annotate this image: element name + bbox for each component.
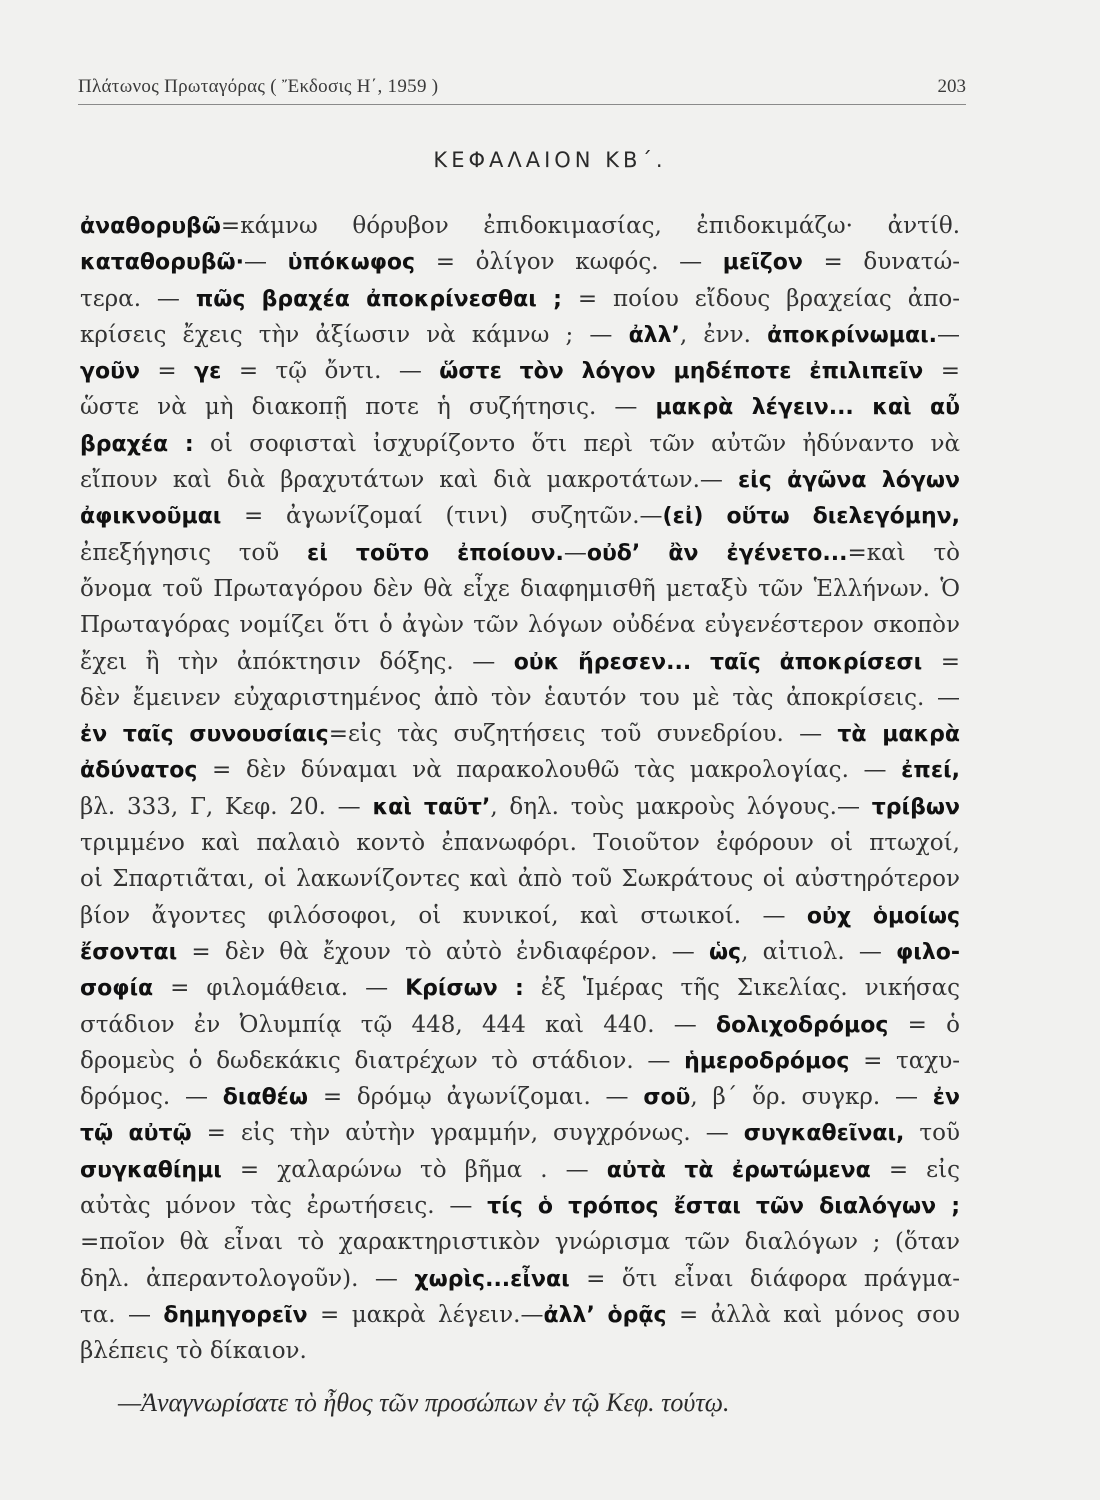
gloss-text: , δηλ. τοὺς μακροὺς λόγους.— (490, 793, 872, 820)
gloss-text: = ταχυ- (849, 1047, 960, 1074)
lemma-term: μεῖζον (722, 250, 803, 276)
lemma-term: ἐπεί, (901, 758, 960, 784)
gloss-text: = δὲν θὰ ἔχουν τὸ αὐτὸ ἐνδιαφέρον. — (177, 938, 709, 965)
lemma-term: συγκαθίημι (80, 1157, 222, 1183)
gloss-text: = χαλαρώνω τὸ βῆμα . — (221, 1156, 607, 1183)
lemma-term: ἀλλ’ ὁρᾷς (543, 1302, 667, 1328)
text-line (80, 281, 960, 317)
text-line (80, 898, 960, 934)
gloss-text: ἐξ Ἱμέρας τῆς Σικελίας. νικήσας (523, 975, 960, 1002)
gloss-text: οἱ σοφισταὶ ἰσχυρίζοντο ὅτι περὶ τῶν αὐτῶν ἠδύναντο νὰ (193, 430, 961, 457)
gloss-text: δρομεὺς ὁ δωδεκάκις διατρέχων τὸ στάδιον. — (80, 1047, 685, 1074)
text-line (80, 607, 960, 643)
gloss-text: τριμμένο καὶ παλαιὸ κοντὸ ἐπανωφόρι. Τοιοῦτον ἐφόρουν οἱ πτωχοί, (80, 830, 960, 857)
text-line (80, 1333, 960, 1369)
gloss-text: , αἰτιολ. — (741, 938, 897, 965)
lemma-term: καὶ ταῦτ’ (372, 794, 491, 820)
gloss-text: στάδιον ἐν Ὀλυμπίᾳ τῷ 448, 444 καὶ 440. — (80, 1011, 717, 1038)
text-line (80, 389, 960, 425)
text-line (80, 1297, 960, 1333)
gloss-text: ἔχει ἢ τὴν ἀπόκτησιν δόξης. — (80, 648, 514, 675)
lemma-term: δημηγορεῖν (163, 1302, 308, 1328)
lemma-term: τρίβων (871, 794, 960, 820)
gloss-text: βλ. 333, Γ, Κεφ. 20. — (80, 793, 373, 820)
gloss-text: =εἰς τὰς συζητήσεις τοῦ συνεδρίου. — (328, 721, 838, 748)
text-line (80, 208, 960, 244)
text-line (80, 861, 960, 897)
gloss-text: ὥστε νὰ μὴ διακοπῇ ποτε ἡ συζήτησις. — (80, 394, 656, 421)
gloss-text: = ἀγωνίζομαί (τινι) συζητῶν.— (221, 503, 663, 530)
lemma-term: ἀλλ’ (628, 322, 680, 348)
text-line (80, 1152, 960, 1188)
gloss-text: — (937, 321, 960, 348)
lemma-term: ἀναθορυβῶ (80, 214, 221, 239)
gloss-text: τοῦ (904, 1120, 960, 1147)
text-line (80, 426, 960, 462)
chapter-title: ΚΕΦΑΛΑΙΟΝ ΚΒ΄. (433, 148, 667, 172)
gloss-text: = δὲν δύναμαι νὰ παρακολουθῶ τὰς μακρολογίας. — (197, 757, 902, 784)
text-line (80, 498, 960, 534)
lemma-term: ὡς (708, 939, 742, 965)
lemma-term: ἀποκρίνωμαι. (767, 322, 937, 348)
gloss-text: = (922, 648, 961, 675)
lemma-term: ὥστε τὸν λόγον μηδέποτε ἐπιλιπεῖν (439, 359, 924, 385)
text-line (80, 1043, 960, 1079)
gloss-text: = μακρὰ λέγειν.— (307, 1301, 544, 1328)
gloss-text: = (923, 358, 960, 385)
lemma-term: οὐδ’ ἂν ἐγένετο... (586, 540, 848, 566)
lemma-term: σοφία (80, 976, 154, 1002)
text-line (80, 1188, 960, 1224)
lemma-term: εἰ τοῦτο ἐποίουν. (307, 540, 564, 566)
lemma-term: οὐκ ἤρεσεν... ταῖς ἀποκρίσεσι (513, 649, 923, 675)
gloss-text: δὲν ἔμεινεν εὐχαριστημένος ἀπὸ τὸν ἑαυτόν του μὲ τὰς ἀποκρίσεις. — (80, 684, 960, 711)
gloss-text: ἐπεξήγησις τοῦ (80, 539, 307, 566)
lemma-term: ἔσονται (80, 939, 178, 965)
text-line (80, 789, 960, 825)
gloss-text: τα. — (80, 1301, 164, 1328)
lemma-term: τῷ αὐτῷ (80, 1121, 192, 1147)
gloss-text: βλέπεις τὸ δίκαιον. (80, 1338, 307, 1365)
glossary-body (80, 208, 960, 1370)
gloss-text: τερα. — (80, 285, 196, 312)
lemma-term: ὑπόκωφος (287, 250, 416, 276)
gloss-text: δηλ. ἀπεραντολογοῦν). — (80, 1265, 415, 1292)
gloss-text: αὐτὰς μόνον τὰς ἐρωτήσεις. — (80, 1193, 488, 1220)
gloss-text: = (139, 358, 195, 385)
text-line (80, 970, 960, 1006)
text-line (80, 825, 960, 861)
gloss-text: ὄνομα τοῦ Πρωταγόρου δὲν θὰ εἶχε διαφημισθῆ μεταξὺ τῶν Ἑλλήνων. Ὁ (80, 575, 960, 602)
gloss-text: = φιλομάθεια. — (153, 975, 406, 1002)
running-title: Πλάτωνος Πρωταγόρας ( Ἔκδοσις Η΄, 1959 ) (78, 76, 439, 97)
gloss-text: =ποῖον θὰ εἶναι τὸ χαρακτηριστικὸν γνώρισμα τῶν διαλόγων ; (ὅταν (80, 1229, 960, 1256)
lemma-term: ἀφικνοῦμαι (80, 504, 222, 530)
lemma-term: οὐχ ὁμοίως (806, 903, 960, 929)
gloss-text: = εἰς τὴν αὐτὴν γραμμήν, συγχρόνως. — (191, 1120, 744, 1147)
lemma-term: καταθορυβῶ· (80, 250, 244, 276)
gloss-text: — (563, 539, 587, 566)
text-line (80, 934, 960, 970)
lemma-term: χωρὶς...εἶναι (414, 1266, 570, 1292)
lemma-term: πῶς βραχέα ἀποκρίνεσθαι ; (195, 286, 562, 312)
lemma-term: ἡμεροδρόμος (684, 1048, 850, 1074)
gloss-text: = ἀλλὰ καὶ μόνος σου (666, 1301, 960, 1328)
lemma-term: εἰς ἀγῶνα λόγων (737, 468, 960, 494)
lemma-term: βραχέα : (80, 431, 194, 457)
gloss-text: — (243, 249, 288, 276)
gloss-text: = ποίου εἴδους βραχείας ἀπο- (561, 285, 960, 312)
lemma-term: γοῦν (80, 359, 140, 385)
gloss-text: εἴπουν καὶ διὰ βραχυτάτων καὶ διὰ μακροτάτων.— (80, 467, 738, 494)
lemma-term: τὰ μακρὰ (837, 722, 960, 748)
gloss-text: = δρόμῳ ἀγωνίζομαι. — (308, 1084, 644, 1111)
lemma-term: Κρίσων : (405, 976, 524, 1002)
gloss-text: = ὅτι εἶναι διάφορα πράγμα- (569, 1265, 961, 1292)
text-line (80, 1007, 960, 1043)
gloss-text: οἱ Σπαρτιᾶται, οἱ λακωνίζοντες καὶ ἀπὸ τοῦ Σωκράτους οἱ αὐστηρότερον (80, 866, 960, 893)
lemma-term: τίς ὁ τρόπος ἔσται τῶν διαλόγων ; (487, 1194, 960, 1220)
gloss-text: κρίσεις ἔχεις τὴν ἀξίωσιν νὰ κάμνω ; — (80, 321, 629, 348)
gloss-text: = ὀλίγον κωφός. — (415, 249, 723, 276)
text-line (80, 1224, 960, 1260)
lemma-term: σοῦ (643, 1085, 691, 1111)
page-number: 203 (937, 76, 966, 97)
gloss-text: = τῷ ὄντι. — (221, 358, 440, 385)
text-line (80, 571, 960, 607)
text-line (80, 716, 960, 752)
lemma-term: αὐτὰ τὰ ἐρωτώμενα (606, 1157, 871, 1183)
lemma-term: ἀδύνατος (80, 758, 198, 784)
gloss-text: βίον ἄγοντες φιλόσοφοι, οἱ κυνικοί, καὶ στωικοί. — (80, 902, 807, 929)
text-line (80, 680, 960, 716)
lemma-term: συγκαθεῖναι, (743, 1121, 905, 1147)
lemma-term: (εἰ) οὕτω διελεγόμην, (662, 504, 960, 530)
gloss-text: =καὶ τὸ (847, 539, 961, 566)
text-line (80, 353, 960, 389)
gloss-text: Πρωταγόρας νομίζει ὅτι ὁ ἀγὼν τῶν λόγων οὐδένα εὐγενέστερον σκοπὸν (80, 612, 960, 639)
gloss-text: δρόμος. — (80, 1084, 223, 1111)
text-line (80, 752, 960, 788)
footer-note: —Ἀναγνωρίσατε τὸ ἦθος τῶν προσώπων ἐν τῷ Κεφ. τούτῳ. (118, 1388, 730, 1417)
running-header (78, 70, 966, 105)
text-line (80, 1115, 960, 1151)
lemma-term: δολιχοδρόμος (716, 1012, 889, 1038)
gloss-text: = δυνατώ- (802, 249, 960, 276)
lemma-term: διαθέω (222, 1085, 309, 1111)
text-line (80, 462, 960, 498)
text-line (80, 1079, 960, 1115)
lemma-term: ἐν ταῖς συνουσίαις (80, 722, 329, 748)
gloss-text: = ὁ (888, 1011, 960, 1038)
lemma-term: μακρὰ λέγειν... καὶ αὖ (655, 395, 960, 421)
text-line (80, 535, 960, 571)
text-line (80, 317, 960, 353)
gloss-text: , β΄ ὅρ. συγκρ. — (690, 1084, 933, 1111)
text-line (80, 244, 960, 280)
gloss-text: , ἐνν. (679, 321, 768, 348)
lemma-term: γε (194, 359, 222, 385)
lemma-term: ἐν (932, 1085, 960, 1111)
gloss-text: = εἰς (870, 1156, 960, 1183)
gloss-text: =κάμνω θόρυβον ἐπιδοκιμασίας, ἐπιδοκιμάζω· ἀντίθ. (220, 213, 960, 239)
text-line (80, 644, 960, 680)
text-line (80, 1261, 960, 1297)
lemma-term: φιλο- (896, 939, 960, 965)
